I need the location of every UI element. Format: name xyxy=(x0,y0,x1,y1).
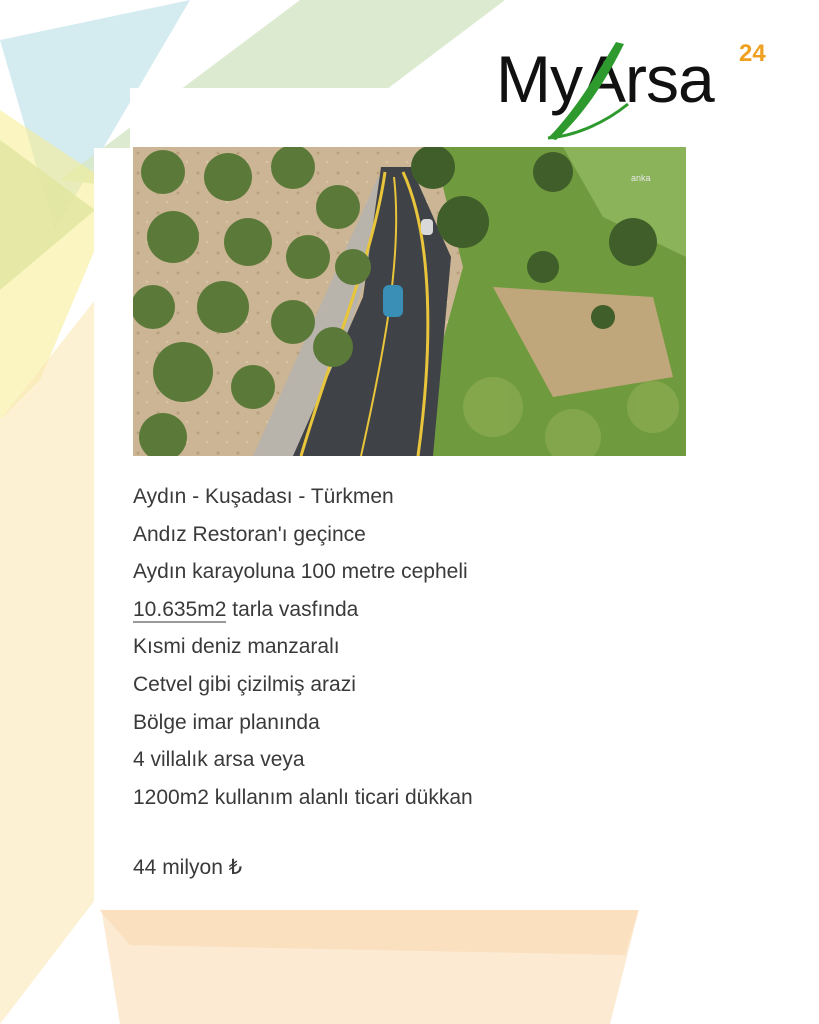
listing-line-villas: 4 villalık arsa veya xyxy=(133,748,305,772)
listing-line-landmark: Andız Restoran'ı geçince xyxy=(133,522,366,546)
brand-superscript: 24 xyxy=(739,40,766,67)
listing-line-zoning: Bölge imar planında xyxy=(133,710,320,734)
brand-name: MyArsa xyxy=(496,42,714,116)
photo-watermark: anka xyxy=(631,173,651,183)
listing-line-view: Kısmi deniz manzaralı xyxy=(133,635,340,659)
swoosh-icon xyxy=(496,30,786,145)
listing-line-area xyxy=(133,591,473,629)
listing-line-location: Aydın - Kuşadası - Türkmen xyxy=(133,485,394,508)
listing-price: 44 milyon ₺ xyxy=(133,856,243,879)
brand-logo xyxy=(496,30,786,145)
road-photo-icon xyxy=(133,147,686,456)
listing-line-commercial: 1200m2 kullanım alanlı ticari dükkan xyxy=(133,785,473,809)
listing-line-frontage: Aydın karayoluna 100 metre cepheli xyxy=(133,560,468,584)
area-value-link[interactable]: 10.635m2 xyxy=(133,597,227,621)
area-description: tarla vasfında xyxy=(232,597,359,621)
aerial-road-photo xyxy=(133,147,686,456)
listing-details xyxy=(133,478,473,816)
listing-line-shape: Cetvel gibi çizilmiş arazi xyxy=(133,672,356,696)
